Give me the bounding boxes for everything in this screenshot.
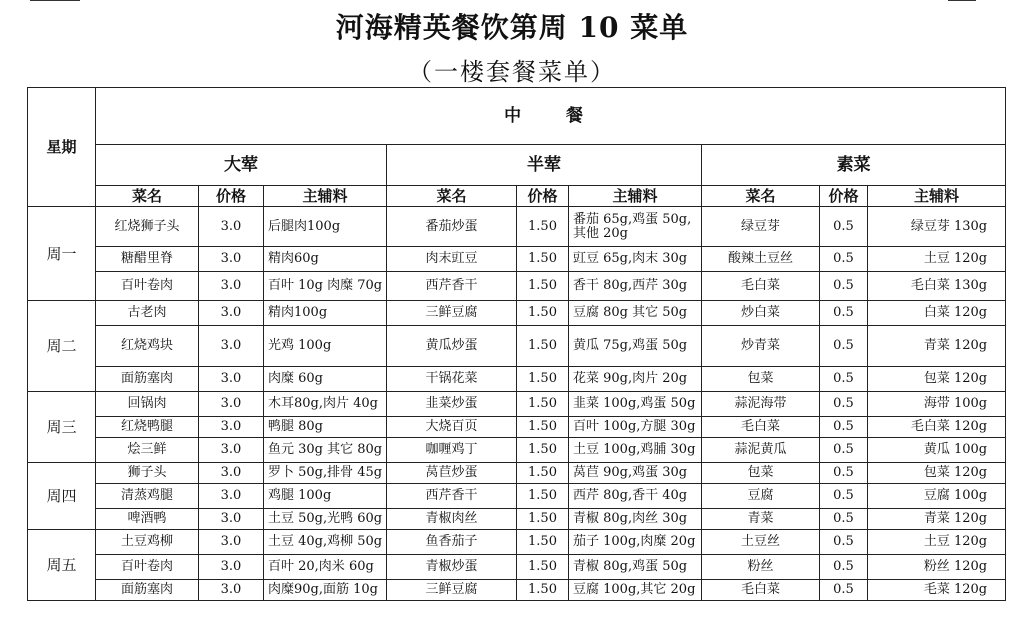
column-header: 价格 xyxy=(199,186,264,207)
dish-name-cell: 青椒炒蛋 xyxy=(387,555,517,580)
ingredients-cell: 绿豆芽 130g xyxy=(868,207,1006,247)
price-cell: 3.0 xyxy=(199,207,264,247)
weekday-cell: 周四 xyxy=(28,463,96,530)
dish-name-cell: 红烧狮子头 xyxy=(96,207,199,247)
ingredients-cell: 土豆 100g,鸡脯 30g xyxy=(569,438,702,463)
table-row xyxy=(28,326,1006,367)
table-row xyxy=(28,555,1006,580)
ingredients-cell: 豆腐 100g xyxy=(868,484,1006,509)
menu-table xyxy=(27,87,1006,601)
dish-name-cell: 面筋塞肉 xyxy=(96,580,199,601)
price-cell: 1.50 xyxy=(517,392,569,417)
price-cell: 0.5 xyxy=(820,392,868,417)
price-cell: 3.0 xyxy=(199,463,264,484)
ingredients-cell: 鸡腿 100g xyxy=(264,484,387,509)
column-header: 菜名 xyxy=(387,186,517,207)
ingredients-cell: 香干 80g,西芹 30g xyxy=(569,272,702,301)
ingredients-cell: 花菜 90g,肉片 20g xyxy=(569,367,702,392)
ingredients-cell: 包菜 120g xyxy=(868,463,1006,484)
dish-name-cell: 肉末豇豆 xyxy=(387,247,517,272)
ingredients-cell: 青菜 120g xyxy=(868,326,1006,367)
meal-header: 中 餐 xyxy=(96,88,1006,145)
column-header: 主辅料 xyxy=(264,186,387,207)
dish-name-cell: 蒜泥海带 xyxy=(702,392,820,417)
price-cell: 0.5 xyxy=(820,417,868,438)
ingredients-cell: 精肉60g xyxy=(264,247,387,272)
table-row xyxy=(28,417,1006,438)
price-cell: 3.0 xyxy=(199,509,264,530)
category-header: 大荤 xyxy=(96,145,387,186)
dish-name-cell: 青椒肉丝 xyxy=(387,509,517,530)
table-row xyxy=(28,530,1006,555)
price-cell: 3.0 xyxy=(199,392,264,417)
table-row xyxy=(28,207,1006,247)
price-cell: 0.5 xyxy=(820,580,868,601)
page-title: 河海精英餐饮第周 10 菜单 xyxy=(335,11,689,44)
table-row xyxy=(28,247,1006,272)
ingredients-cell: 毛白菜 120g xyxy=(868,417,1006,438)
price-cell: 0.5 xyxy=(820,301,868,326)
column-header: 菜名 xyxy=(702,186,820,207)
ingredients-cell: 豇豆 65g,肉末 30g xyxy=(569,247,702,272)
table-row xyxy=(28,463,1006,484)
table-row xyxy=(28,301,1006,326)
price-cell: 1.50 xyxy=(517,530,569,555)
dish-name-cell: 毛白菜 xyxy=(702,272,820,301)
weekday-cell: 周三 xyxy=(28,392,96,463)
dish-name-cell: 古老肉 xyxy=(96,301,199,326)
column-header: 主辅料 xyxy=(569,186,702,207)
price-cell: 3.0 xyxy=(199,367,264,392)
ingredients-cell: 茄子 100g,肉糜 20g xyxy=(569,530,702,555)
table-row xyxy=(28,392,1006,417)
price-cell: 3.0 xyxy=(199,438,264,463)
weekday-cell: 周五 xyxy=(28,530,96,601)
price-cell: 0.5 xyxy=(820,530,868,555)
ingredients-cell: 土豆 120g xyxy=(868,530,1006,555)
ingredients-cell: 番茄 65g,鸡蛋 50g,其他 20g xyxy=(569,207,702,247)
dish-name-cell: 大烧百页 xyxy=(387,417,517,438)
dish-name-cell: 土豆丝 xyxy=(702,530,820,555)
price-cell: 0.5 xyxy=(820,247,868,272)
price-cell: 3.0 xyxy=(199,326,264,367)
ingredients-cell: 豆腐 80g 其它 50g xyxy=(569,301,702,326)
price-cell: 0.5 xyxy=(820,367,868,392)
table-row xyxy=(28,367,1006,392)
dish-name-cell: 红烧鸡块 xyxy=(96,326,199,367)
dish-name-cell: 清蒸鸡腿 xyxy=(96,484,199,509)
table-row xyxy=(28,438,1006,463)
column-header: 菜名 xyxy=(96,186,199,207)
price-cell: 1.50 xyxy=(517,555,569,580)
ingredients-cell: 百叶 100g,方腿 30g xyxy=(569,417,702,438)
dish-name-cell: 红烧鸭腿 xyxy=(96,417,199,438)
column-header: 价格 xyxy=(517,186,569,207)
ingredients-cell: 肉糜90g,面筋 10g xyxy=(264,580,387,601)
weekday-header: 星期 xyxy=(28,88,96,207)
dish-name-cell: 西芹香干 xyxy=(387,484,517,509)
dish-name-cell: 毛白菜 xyxy=(702,417,820,438)
ingredients-cell: 西芹 80g,香干 40g xyxy=(569,484,702,509)
dish-name-cell: 土豆鸡柳 xyxy=(96,530,199,555)
ingredients-cell: 海带 100g xyxy=(868,392,1006,417)
ingredients-cell: 百叶 10g 肉糜 70g xyxy=(264,272,387,301)
column-header: 价格 xyxy=(820,186,868,207)
dish-name-cell: 啤酒鸭 xyxy=(96,509,199,530)
dish-name-cell: 包菜 xyxy=(702,367,820,392)
price-cell: 0.5 xyxy=(820,438,868,463)
column-header: 主辅料 xyxy=(868,186,1006,207)
table-row xyxy=(28,272,1006,301)
dish-name-cell: 韭菜炒蛋 xyxy=(387,392,517,417)
menu-body xyxy=(28,207,1006,601)
price-cell: 3.0 xyxy=(199,417,264,438)
dish-name-cell: 面筋塞肉 xyxy=(96,367,199,392)
price-cell: 1.50 xyxy=(517,207,569,247)
dish-name-cell: 糖醋里脊 xyxy=(96,247,199,272)
category-header: 素菜 xyxy=(702,145,1006,186)
dish-name-cell: 包菜 xyxy=(702,463,820,484)
ingredients-cell: 木耳80g,肉片 40g xyxy=(264,392,387,417)
ingredients-cell: 包菜 120g xyxy=(868,367,1006,392)
price-cell: 1.50 xyxy=(517,509,569,530)
price-cell: 1.50 xyxy=(517,301,569,326)
dish-name-cell: 黄瓜炒蛋 xyxy=(387,326,517,367)
dish-name-cell: 炒青菜 xyxy=(702,326,820,367)
dish-name-cell: 炒白菜 xyxy=(702,301,820,326)
dish-name-cell: 回锅肉 xyxy=(96,392,199,417)
dish-name-cell: 百叶卷肉 xyxy=(96,555,199,580)
ingredients-cell: 白菜 120g xyxy=(868,301,1006,326)
price-cell: 0.5 xyxy=(820,509,868,530)
ingredients-cell: 黄瓜 75g,鸡蛋 50g xyxy=(569,326,702,367)
page-subtitle: （一楼套餐菜单） xyxy=(408,58,616,86)
price-cell: 3.0 xyxy=(199,484,264,509)
price-cell: 1.50 xyxy=(517,463,569,484)
table-row xyxy=(28,509,1006,530)
ingredients-cell: 精肉100g xyxy=(264,301,387,326)
price-cell: 1.50 xyxy=(517,484,569,509)
ingredients-cell: 莴苣 90g,鸡蛋 30g xyxy=(569,463,702,484)
dish-name-cell: 百叶卷肉 xyxy=(96,272,199,301)
price-cell: 1.50 xyxy=(517,580,569,601)
price-cell: 1.50 xyxy=(517,367,569,392)
ingredients-cell: 鱼元 30g 其它 80g xyxy=(264,438,387,463)
ingredients-cell: 土豆 50g,光鸭 60g xyxy=(264,509,387,530)
ingredients-cell: 豆腐 100g,其它 20g xyxy=(569,580,702,601)
corner-line-right xyxy=(948,0,976,1)
dish-name-cell: 干锅花菜 xyxy=(387,367,517,392)
ingredients-cell: 黄瓜 100g xyxy=(868,438,1006,463)
ingredients-cell: 鸭腿 80g xyxy=(264,417,387,438)
ingredients-cell: 毛菜 120g xyxy=(868,580,1006,601)
price-cell: 0.5 xyxy=(820,484,868,509)
subheader-row xyxy=(28,186,1006,207)
ingredients-cell: 百叶 20,肉米 60g xyxy=(264,555,387,580)
ingredients-cell: 罗卜 50g,排骨 45g xyxy=(264,463,387,484)
ingredients-cell: 土豆 40g,鸡柳 50g xyxy=(264,530,387,555)
ingredients-cell: 青菜 120g xyxy=(868,509,1006,530)
ingredients-cell: 青椒 80g,肉丝 30g xyxy=(569,509,702,530)
table-row xyxy=(28,580,1006,601)
corner-line-left xyxy=(30,0,80,1)
table-row xyxy=(28,484,1006,509)
price-cell: 1.50 xyxy=(517,438,569,463)
ingredients-cell: 粉丝 120g xyxy=(868,555,1006,580)
dish-name-cell: 三鲜豆腐 xyxy=(387,301,517,326)
ingredients-cell: 毛白菜 130g xyxy=(868,272,1006,301)
category-header: 半荤 xyxy=(387,145,702,186)
price-cell: 3.0 xyxy=(199,555,264,580)
dish-name-cell: 毛白菜 xyxy=(702,580,820,601)
price-cell: 1.50 xyxy=(517,417,569,438)
price-cell: 3.0 xyxy=(199,301,264,326)
price-cell: 0.5 xyxy=(820,272,868,301)
dish-name-cell: 烩三鲜 xyxy=(96,438,199,463)
dish-name-cell: 酸辣土豆丝 xyxy=(702,247,820,272)
price-cell: 1.50 xyxy=(517,247,569,272)
dish-name-cell: 莴苣炒蛋 xyxy=(387,463,517,484)
dish-name-cell: 青菜 xyxy=(702,509,820,530)
ingredients-cell: 光鸡 100g xyxy=(264,326,387,367)
price-cell: 3.0 xyxy=(199,272,264,301)
price-cell: 3.0 xyxy=(199,247,264,272)
ingredients-cell: 青椒 80g,鸡蛋 50g xyxy=(569,555,702,580)
ingredients-cell: 土豆 120g xyxy=(868,247,1006,272)
price-cell: 0.5 xyxy=(820,463,868,484)
dish-name-cell: 粉丝 xyxy=(702,555,820,580)
price-cell: 3.0 xyxy=(199,530,264,555)
dish-name-cell: 绿豆芽 xyxy=(702,207,820,247)
dish-name-cell: 鱼香茄子 xyxy=(387,530,517,555)
price-cell: 3.0 xyxy=(199,580,264,601)
dish-name-cell: 狮子头 xyxy=(96,463,199,484)
ingredients-cell: 肉糜 60g xyxy=(264,367,387,392)
dish-name-cell: 蒜泥黄瓜 xyxy=(702,438,820,463)
dish-name-cell: 三鲜豆腐 xyxy=(387,580,517,601)
ingredients-cell: 韭菜 100g,鸡蛋 50g xyxy=(569,392,702,417)
weekday-cell: 周一 xyxy=(28,207,96,301)
dish-name-cell: 西芹香干 xyxy=(387,272,517,301)
ingredients-cell: 后腿肉100g xyxy=(264,207,387,247)
price-cell: 0.5 xyxy=(820,326,868,367)
price-cell: 1.50 xyxy=(517,326,569,367)
dish-name-cell: 番茄炒蛋 xyxy=(387,207,517,247)
dish-name-cell: 咖喱鸡丁 xyxy=(387,438,517,463)
weekday-cell: 周二 xyxy=(28,301,96,392)
price-cell: 0.5 xyxy=(820,207,868,247)
price-cell: 1.50 xyxy=(517,272,569,301)
price-cell: 0.5 xyxy=(820,555,868,580)
dish-name-cell: 豆腐 xyxy=(702,484,820,509)
